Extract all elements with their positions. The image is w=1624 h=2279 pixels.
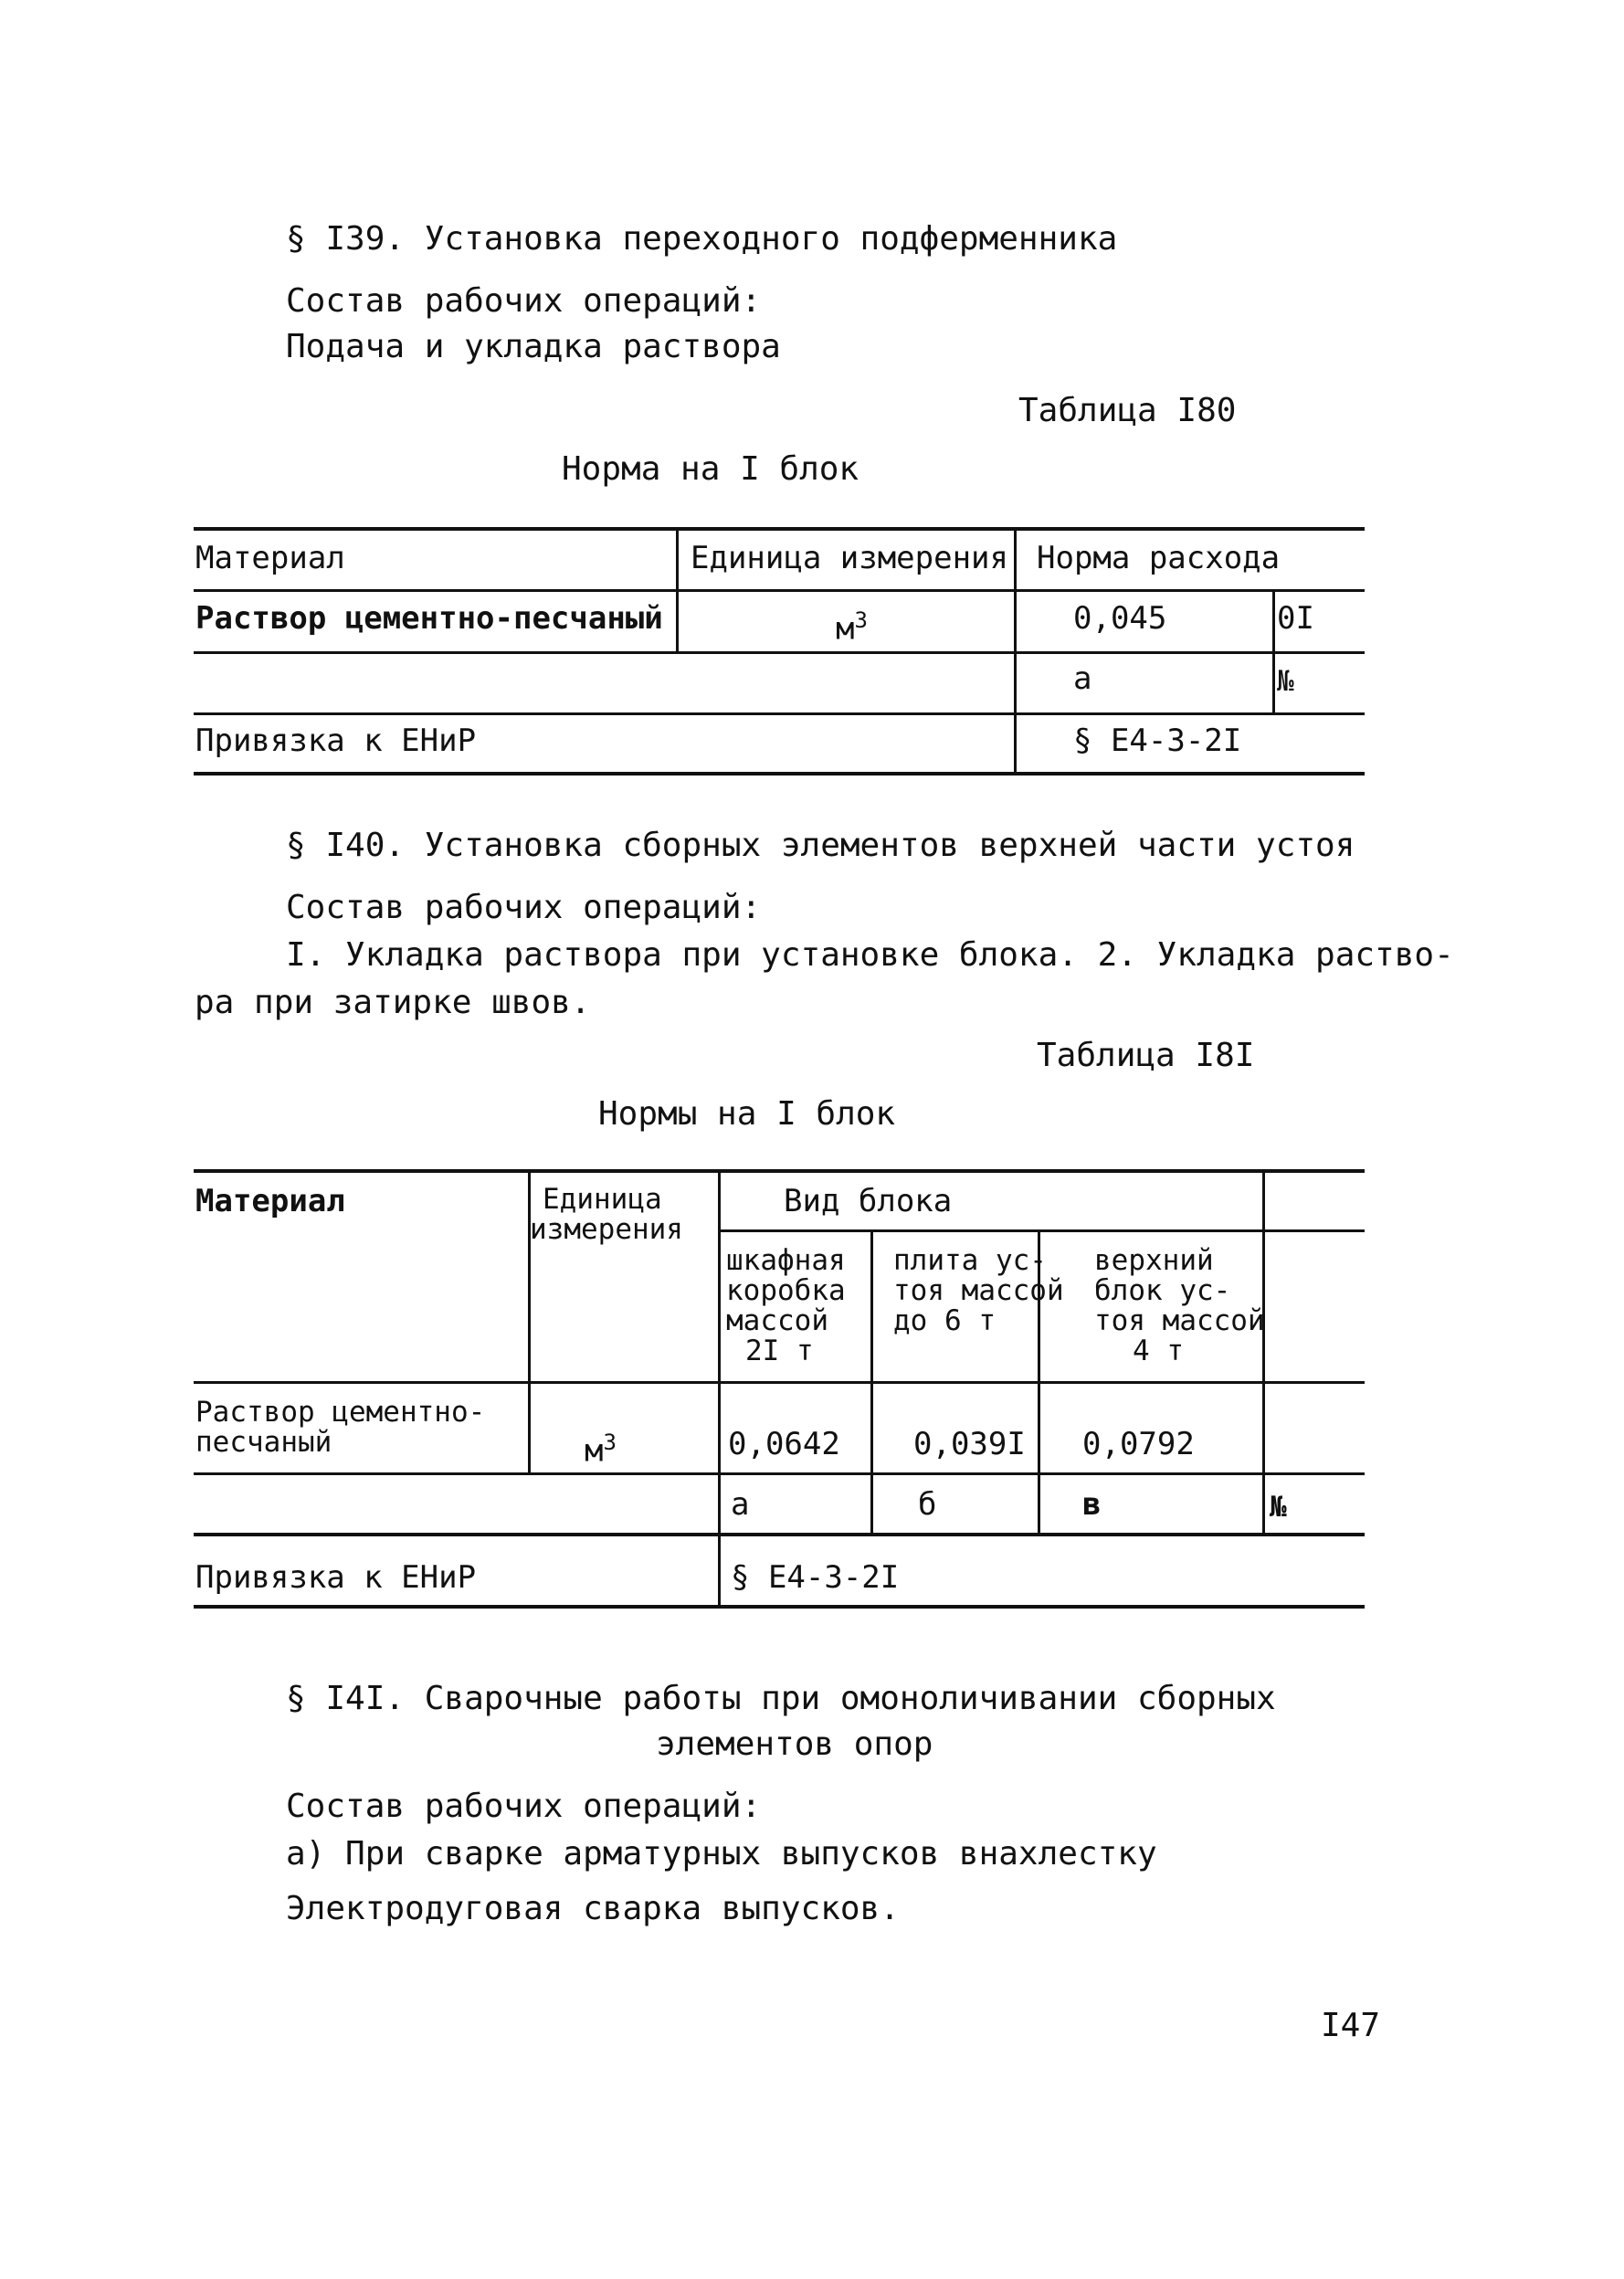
table-180-border (676, 527, 679, 651)
table-180-border (1014, 527, 1017, 774)
table-180-header-material: Материал (195, 540, 345, 576)
table-181-subheader-1-line-2: коробка (726, 1274, 846, 1307)
table-181-value-2: 0,039I (913, 1426, 1026, 1462)
table-181-value-1: 0,0642 (728, 1426, 840, 1462)
table-181-no-label: № (1270, 1491, 1287, 1524)
table-180-link-value: § Е4-3-2I (1073, 723, 1242, 759)
table-181-header-unit-line-1: Единица (543, 1183, 662, 1216)
table-181-letter-3: в (1082, 1486, 1102, 1523)
section-139-title: § I39. Установка переходного подферменника (286, 220, 1118, 258)
table-181-value-3: 0,0792 (1082, 1426, 1195, 1462)
table-180-border (194, 527, 1365, 531)
section-140-ops-heading: Состав рабочих операций: (286, 889, 762, 926)
table-181-header-unit-line-2: измерения (530, 1213, 683, 1246)
section-139-ops-heading: Состав рабочих операций: (286, 282, 762, 320)
table-181-material-line-2: песчаный (195, 1426, 332, 1459)
table-180-no-label: № (1277, 665, 1294, 698)
table-181-unit-text: м (585, 1432, 604, 1470)
table-181-border (194, 1472, 1365, 1475)
table-181-border (194, 1381, 1365, 1384)
table-181-subheader-2-line-3: до 6 т (893, 1304, 996, 1337)
table-180-unit (836, 603, 868, 646)
table-180-border (1272, 589, 1275, 712)
table-180-border (194, 772, 1365, 775)
table-181-border (718, 1229, 1365, 1232)
section-140-ops-line-1: I. Укладка раствора при установке блока. 2. Укладка раство- (286, 936, 1454, 974)
table-181-header-kind: Вид блока (784, 1183, 953, 1219)
table-181-subheader-1-line-4: 2I т (745, 1335, 814, 1367)
table-181-border (194, 1533, 1365, 1536)
table-181-subheader-2-line-2: тоя массой (893, 1274, 1064, 1307)
section-141-ops-text: Электродуговая сварка выпусков. (286, 1890, 900, 1927)
table-181-subheader-2-line-1: плита ус- (893, 1244, 1047, 1277)
table-180-title: Норма на I блок (562, 450, 859, 488)
table-181-link-value: § Е4-3-2I (731, 1559, 900, 1596)
table-181-material-line-1: Раствор цементно- (195, 1396, 486, 1429)
table-181-unit (585, 1425, 617, 1468)
table-181-border (194, 1605, 1365, 1609)
section-141-ops-heading: Состав рабочих операций: (286, 1788, 762, 1825)
table-181-number: Таблица I8I (1037, 1037, 1255, 1074)
table-180-unit-text: м (836, 610, 855, 648)
section-141-title-line-2: элементов опор (656, 1725, 933, 1763)
table-181-unit-superscript: 3 (603, 1430, 617, 1455)
section-139-ops-text: Подача и укладка раствора (286, 328, 781, 365)
table-180-border (194, 712, 1365, 715)
table-180-header-unit: Единица измерения (691, 540, 1008, 576)
table-181-subheader-3-line-3: тоя массой (1094, 1304, 1265, 1337)
table-181-border (194, 1169, 1365, 1173)
table-180-material: Раствор цементно-песчаный (195, 600, 663, 637)
section-141-ops-a: а) При сварке арматурных выпусков внахлестку (286, 1835, 1157, 1873)
table-180-border (194, 651, 1365, 654)
table-181-subheader-3-line-4: 4 т (1133, 1335, 1184, 1367)
table-181-title: Нормы на I блок (598, 1095, 896, 1133)
table-181-subheader-1-line-3: массой (726, 1304, 828, 1337)
table-180-header-norm: Норма расхода (1037, 540, 1281, 576)
table-180-number: Таблица I80 (1018, 392, 1237, 429)
table-180-border (194, 589, 1365, 592)
table-181-letter-1: а (731, 1486, 750, 1523)
table-181-header-material: Материал (195, 1183, 345, 1219)
table-180-letter: а (1073, 660, 1092, 697)
page-number: I47 (1321, 2007, 1381, 2044)
table-180-unit-superscript: 3 (854, 607, 868, 633)
table-181-link-label: Привязка к ЕНиР (195, 1559, 477, 1596)
table-180-value: 0,045 (1073, 600, 1167, 637)
table-180-link-label: Привязка к ЕНиР (195, 723, 477, 759)
table-181-subheader-1-line-1: шкафная (726, 1244, 846, 1277)
table-181-subheader-3-line-2: блок ус- (1094, 1274, 1231, 1307)
section-140-title: § I40. Установка сборных элементов верхней части устоя (286, 827, 1355, 864)
table-181-border (1262, 1169, 1265, 1535)
table-181-letter-2: б (918, 1486, 937, 1523)
section-141-title-line-1: § I4I. Сварочные работы при омоноличивании сборных (286, 1680, 1276, 1717)
table-181-border (870, 1229, 873, 1535)
table-180-row-number: 0I (1277, 600, 1314, 637)
section-140-ops-line-2: ра при затирке швов. (195, 984, 591, 1021)
table-181-border (718, 1169, 721, 1608)
table-181-subheader-3-line-1: верхний (1094, 1244, 1214, 1277)
